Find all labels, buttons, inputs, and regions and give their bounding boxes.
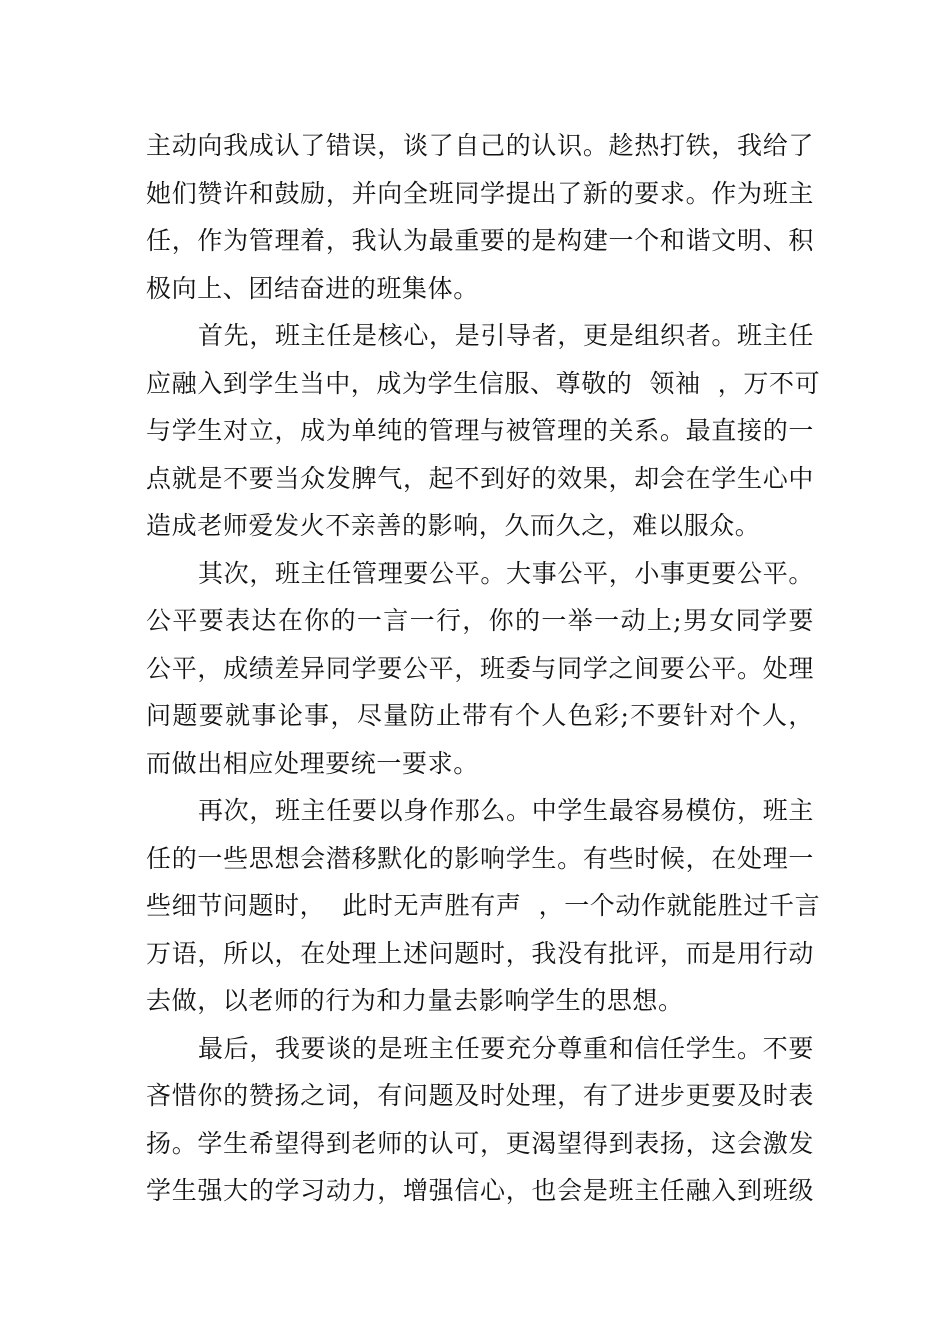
- text-line: 万语，所以，在处理上述问题时，我没有批评，而是用行动: [146, 938, 814, 968]
- text-line: 与学生对立，成为单纯的管理与被管理的关系。最直接的一: [146, 416, 814, 445]
- text-line: 公平，成绩差异同学要公平，班委与同学之间要公平。处理: [146, 653, 814, 683]
- text-line: 扬。学生希望得到老师的认可，更渴望得到表扬，这会激发: [146, 1128, 814, 1158]
- text-line: 再次，班主任要以身作那么。中学生最容易模仿，班主: [198, 796, 814, 825]
- text-line: 她们赞许和鼓励，并向全班同学提出了新的要求。作为班主: [146, 178, 814, 208]
- text-line: 其次，班主任管理要公平。大事公平，小事更要公平。: [198, 558, 814, 588]
- text-line: 问题要就事论事，尽量防止带有个人色彩;不要针对个人，: [146, 701, 814, 730]
- text-line: 些细节问题时， 此时无声胜有声 ，一个动作就能胜过千言: [146, 891, 821, 920]
- text-line: 公平要表达在你的一言一行，你的一举一动上;男女同学要: [146, 606, 814, 635]
- text-line: 点就是不要当众发脾气，起不到好的效果，却会在学生心中: [146, 463, 814, 493]
- body-text: [146, 122, 821, 1215]
- text-line: 首先，班主任是核心，是引导者，更是组织者。班主任: [198, 321, 814, 350]
- text-line: 任，作为管理着，我认为最重要的是构建一个和谐文明、积: [146, 226, 814, 255]
- text-line: 学生强大的学习动力，增强信心，也会是班主任融入到班级: [146, 1176, 814, 1205]
- text-line: 极向上、团结奋进的班集体。: [146, 273, 479, 303]
- text-line: 最后，我要谈的是班主任要充分尊重和信任学生。不要: [198, 1033, 814, 1063]
- text-line: 主动向我成认了错误，谈了自己的认识。趁热打铁，我给了: [146, 131, 814, 160]
- text-line: 去做，以老师的行为和力量去影响学生的思想。: [146, 986, 684, 1015]
- text-line: 应融入到学生当中，成为学生信服、尊敬的 领袖 ，万不可: [146, 368, 821, 398]
- text-line: 任的一些思想会潜移默化的影响学生。有些时候，在处理一: [146, 843, 814, 873]
- text-line: 造成老师爱发火不亲善的影响，久而久之，难以服众。: [146, 511, 761, 540]
- text-line: 而做出相应处理要统一要求。: [146, 748, 479, 778]
- text-line: 吝惜你的赞扬之词，有问题及时处理，有了进步更要及时表: [146, 1081, 814, 1110]
